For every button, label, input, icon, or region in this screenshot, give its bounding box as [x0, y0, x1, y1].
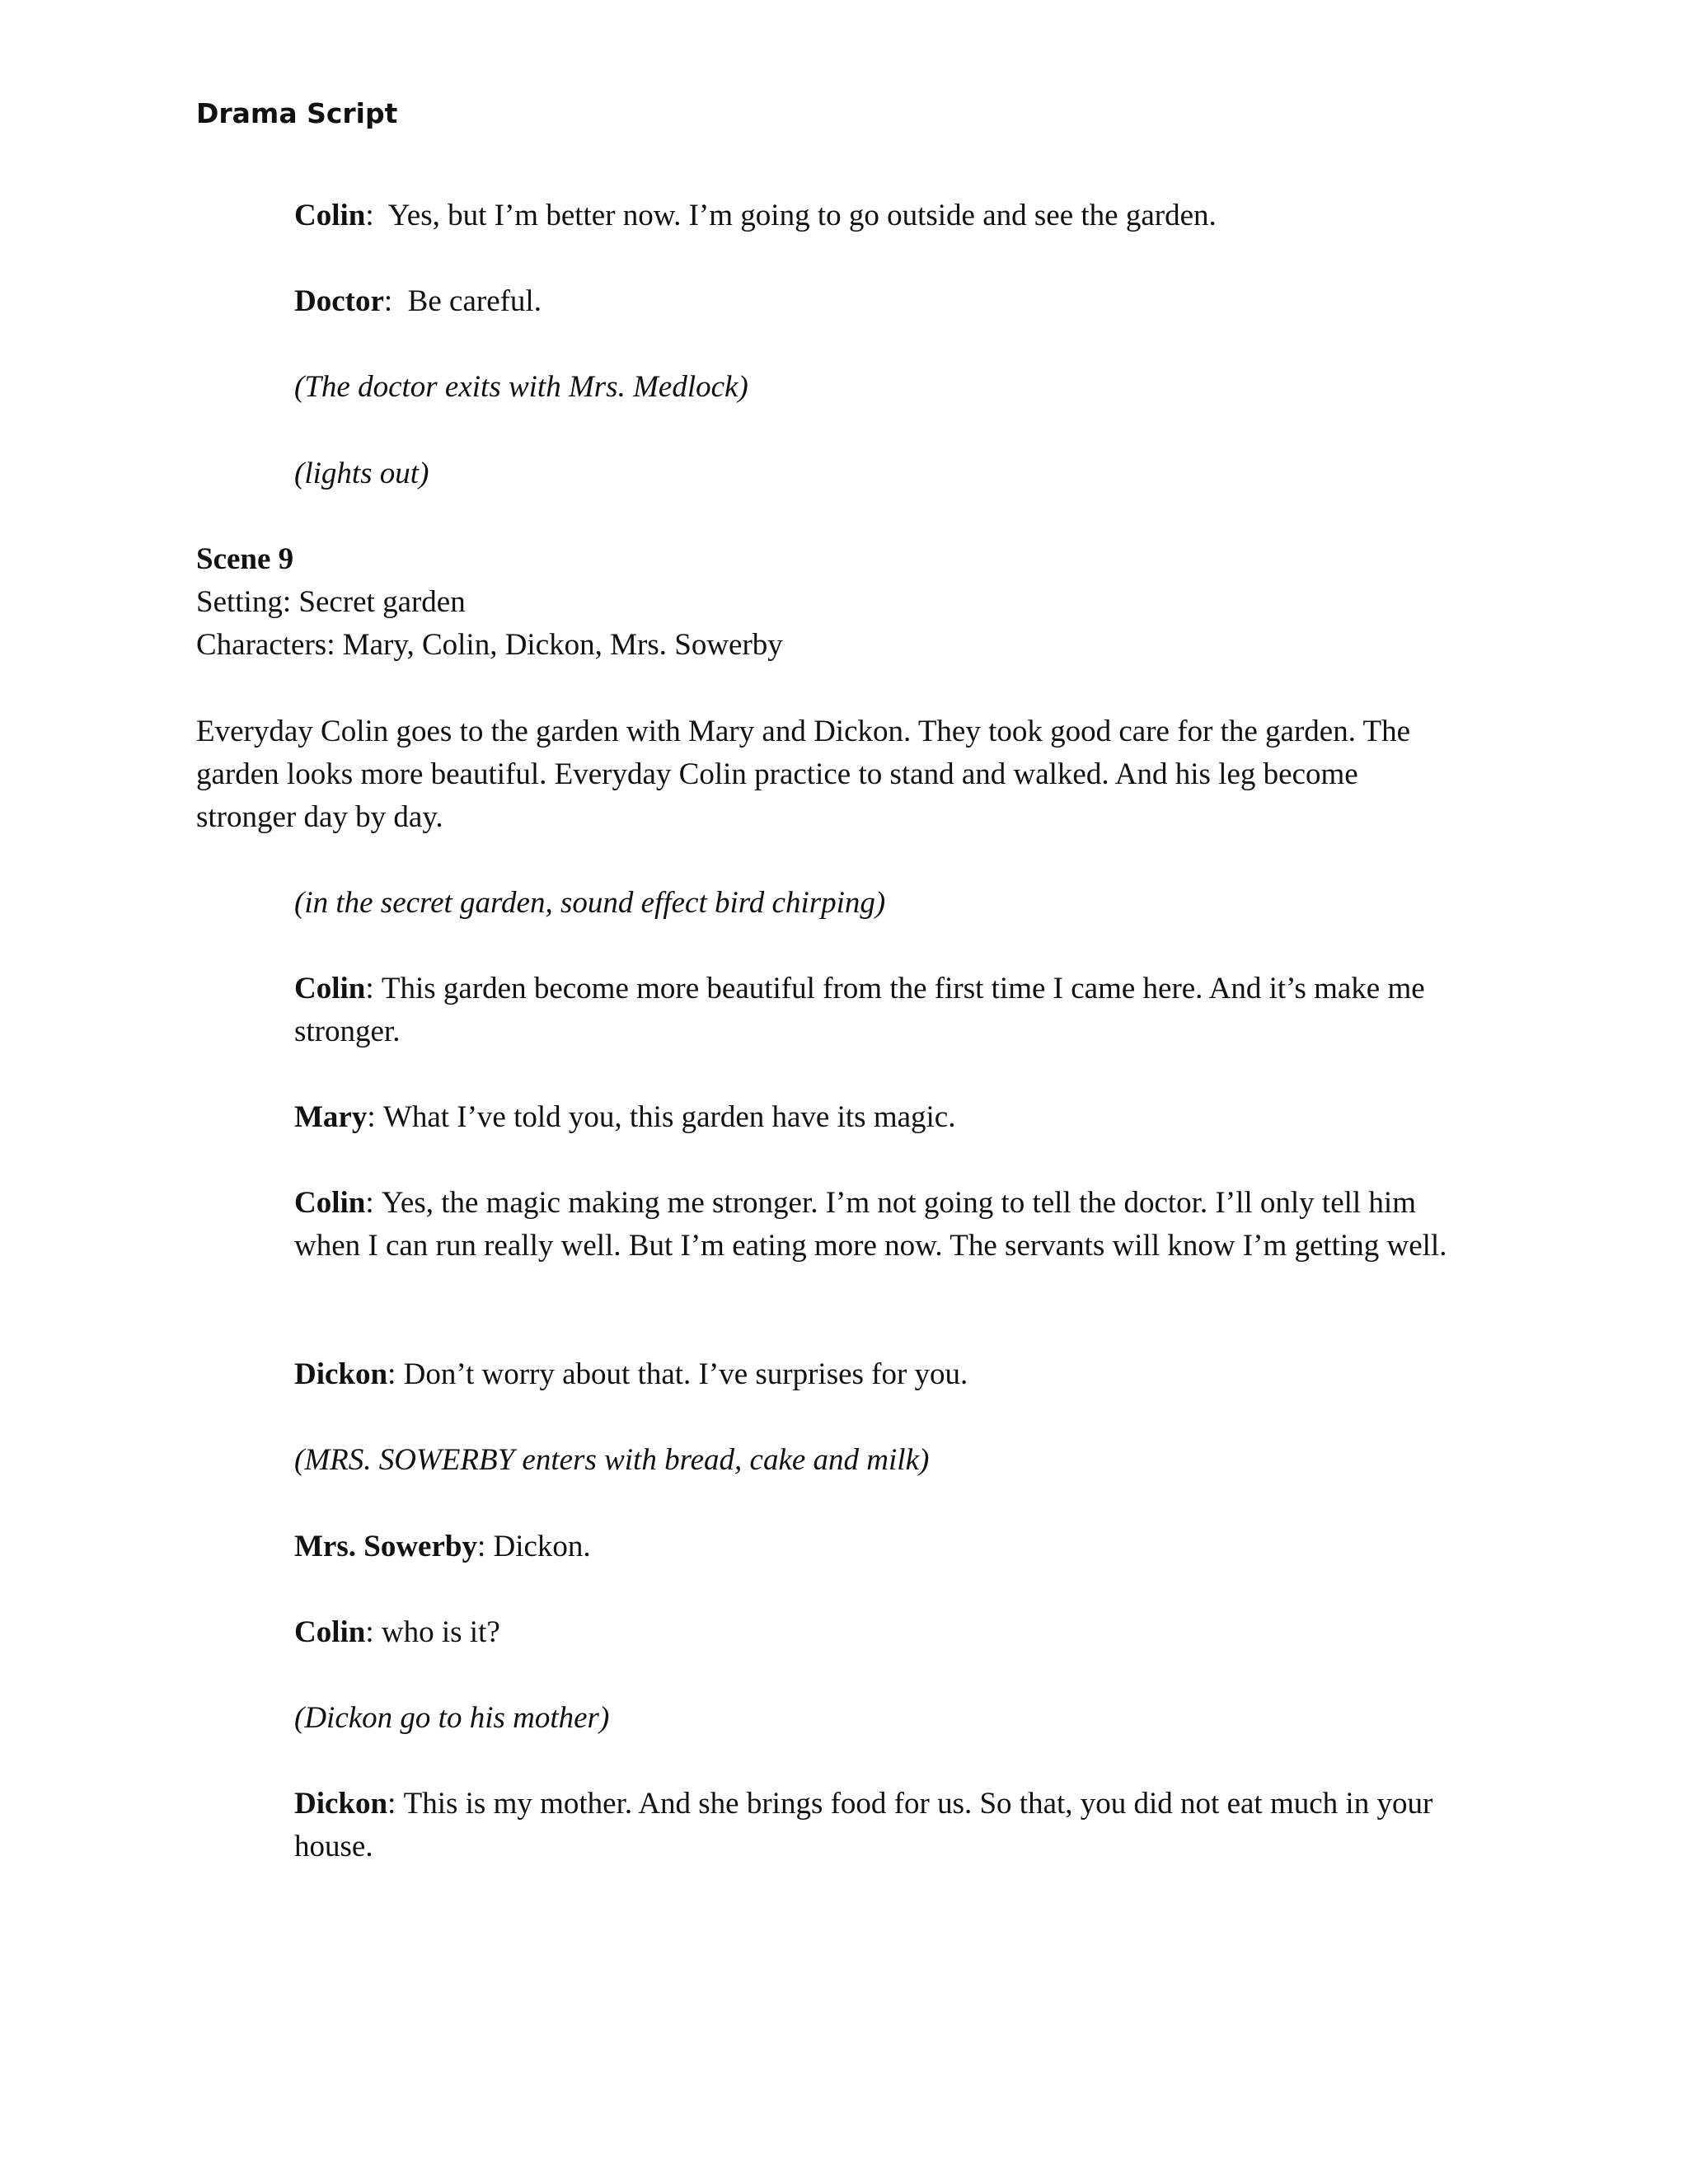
speaker-name: Dickon [294, 1787, 388, 1821]
dialogue-text: Yes, but I’m better now. I’m going to go outside and see the garden. [387, 199, 1217, 232]
dialogue-text: Dickon. [493, 1530, 591, 1563]
speaker-name: Colin [294, 972, 366, 1005]
speaker-name: Dickon [294, 1357, 388, 1391]
stage-direction: (Dickon go to his mother) [294, 1701, 610, 1735]
dialogue-line: Doctor: Be careful. [294, 284, 542, 318]
stage-direction: (The doctor exits with Mrs. Medlock) [294, 370, 748, 404]
stage-direction: (in the secret garden, sound effect bird chirping) [294, 886, 886, 920]
dialogue-line: Colin: Yes, the magic making me stronger. I’m not going to tell the doctor. I’ll only tell him when I can run really well. But I’m eating more now. The servants will know I’m getting well. [294, 1186, 1447, 1263]
speaker-name: Colin [294, 1615, 366, 1649]
dialogue-line: Dickon: This is my mother. And she brings food for us. So that, you did not eat much in your house. [294, 1787, 1433, 1863]
scene-setting: Setting: Secret garden [196, 585, 466, 619]
speaker-name: Doctor [294, 284, 384, 318]
page-header: Drama Script [196, 97, 398, 129]
speaker-name: Colin [294, 1186, 366, 1220]
speaker-name: Colin [294, 199, 366, 232]
dialogue-line: Mary: What I’ve told you, this garden have its magic. [294, 1100, 956, 1134]
dialogue-line: Colin: who is it? [294, 1615, 500, 1649]
dialogue-line: Dickon: Don’t worry about that. I’ve surprises for you. [294, 1357, 968, 1391]
dialogue-text: This is my mother. And she brings food for us. So that, you did not eat much in your house. [294, 1787, 1433, 1863]
scene-title: Scene 9 [196, 542, 294, 576]
scene-narration: Everyday Colin goes to the garden with Mary and Dickon. They took good care for the garden. The garden looks more beautiful. Everyday Colin practice to stand and walked. And his leg become stronger day by day. [196, 715, 1411, 834]
dialogue-line: Mrs. Sowerby: Dickon. [294, 1530, 591, 1563]
dialogue-text: What I’ve told you, this garden have its magic. [382, 1100, 956, 1134]
dialogue-line: Colin: This garden become more beautiful from the first time I came here. And it’s make me stronger. [294, 972, 1425, 1048]
dialogue-text: who is it? [381, 1615, 500, 1649]
speaker-name: Mrs. Sowerby [294, 1530, 477, 1563]
dialogue-text: Yes, the magic making me stronger. I’m not going to tell the doctor. I’ll only tell him when I can run really well. But I’m eating more now. The servants will know I’m getting well. [294, 1186, 1447, 1263]
scene-characters: Characters: Mary, Colin, Dickon, Mrs. Sowerby [196, 628, 783, 662]
dialogue-line: Colin: Yes, but I’m better now. I’m going to go outside and see the garden. [294, 199, 1217, 232]
stage-direction: (lights out) [294, 457, 429, 490]
dialogue-text: This garden become more beautiful from the first time I came here. And it’s make me stronger. [294, 972, 1425, 1048]
speaker-name: Mary [294, 1100, 368, 1134]
dialogue-text: Be careful. [407, 284, 542, 318]
dialogue-text: Don’t worry about that. I’ve surprises for you. [403, 1357, 968, 1391]
stage-direction: (MRS. SOWERBY enters with bread, cake and milk) [294, 1443, 930, 1477]
